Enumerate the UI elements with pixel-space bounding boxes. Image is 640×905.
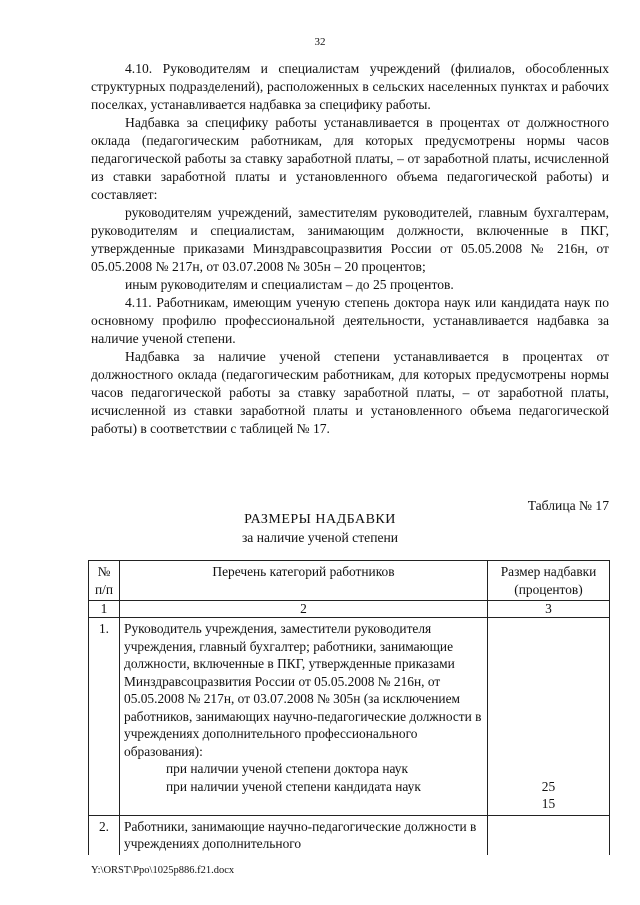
row-value [488,618,610,816]
paragraph-specifics-rate: Надбавка за специфику работы устанавливается в процентах от должностного оклада (педагогическим работникам, для которых предусмотрены нормы часов педагогической работы за ставку заработной платы, – от заработной платы, исчисленной из ставки заработной платы и установленного объема педагогической работы) и составляет: [91,115,609,202]
table-row [89,618,610,816]
list-item-other: иным руководителям и специалистам – до 25 процентов. [125,277,454,292]
footer-file-path: Y:\ORST\Ppo\1025p886.f21.docx [91,865,235,876]
header-size: Размер надбавки (процентов) [488,561,610,601]
row-category: Работники, занимающие научно-педагогические должности в учреждениях дополнительного [120,815,488,855]
row-value [488,815,610,855]
list-item-managers: руководителям учреждений, заместителям руководителей, главным бухгалтерам, руководителям и специалистам, занимающим должности, включенные в ПКГ, утвержденные приказами Минздравсоцразвития России от 05.05.2008 № 216н, от 05.05.2008 № 217н, от 03.07.2008 № 305н – 20 процентов; [91,205,609,274]
sub-item-doctor: при наличии ученой степени доктора наук [166,761,408,776]
table-caption: Таблица № 17 [527,498,609,513]
paragraph-degree-rate: Надбавка за наличие ученой степени устанавливается в процентах от должностного оклада (педагогическим работникам, для которых предусмотрены нормы часов педагогической работы за ставку заработной платы, – от заработной платы, исчисленной из ставки заработной платы и установленного объема педагогической работы) в соответствии с таблицей № 17. [91,349,609,436]
column-number-row [89,601,610,618]
column-number: 1 [89,601,120,618]
header-category: Перечень категорий работников [120,561,488,601]
document-body [91,60,609,438]
table-title: РАЗМЕРЫ НАДБАВКИ [244,512,396,527]
column-number: 2 [120,601,488,618]
paragraph-4-10: 4.10. Руководителям и специалистам учреждений (филиалов, обособленных структурных подразделений), расположенных в сельских населенных пунктах и рабочих поселках, устанавливается надбавка за специфику работы. [91,61,609,112]
table-row [89,815,610,855]
value-doctor: 25 [541,778,556,794]
page-number: 32 [314,36,326,48]
row-category [120,618,488,816]
paragraph-4-11: 4.11. Работникам, имеющим ученую степень доктора наук или кандидата наук по основному профилю профессиональной деятельности, устанавливается надбавка за наличие ученой степени. [91,295,609,346]
row-num: 1. [89,618,120,816]
allowance-table [88,560,610,855]
header-num: № п/п [89,561,120,601]
value-candidate: 15 [541,796,556,811]
row-category-text: Руководитель учреждения, заместители руководителя учреждения, главный бухгалтер; работники, занимающие должности, включенные в ПКГ, утвержденные приказами Минздравсоцразвития России от 05.05.2008 № 216н, от 05.05.2008 № 217н, от 03.07.2008 № 305н (за исключением работников, занимающих научно-педагогические должности в учреждениях дополнительного профессионального образования): [124,621,482,759]
value-spacer [492,620,605,778]
table-header-row [89,561,610,601]
row-num: 2. [89,815,120,855]
table-subtitle: за наличие ученой степени [241,530,399,545]
column-number: 3 [488,601,610,618]
sub-item-candidate: при наличии ученой степени кандидата наук [166,778,421,794]
